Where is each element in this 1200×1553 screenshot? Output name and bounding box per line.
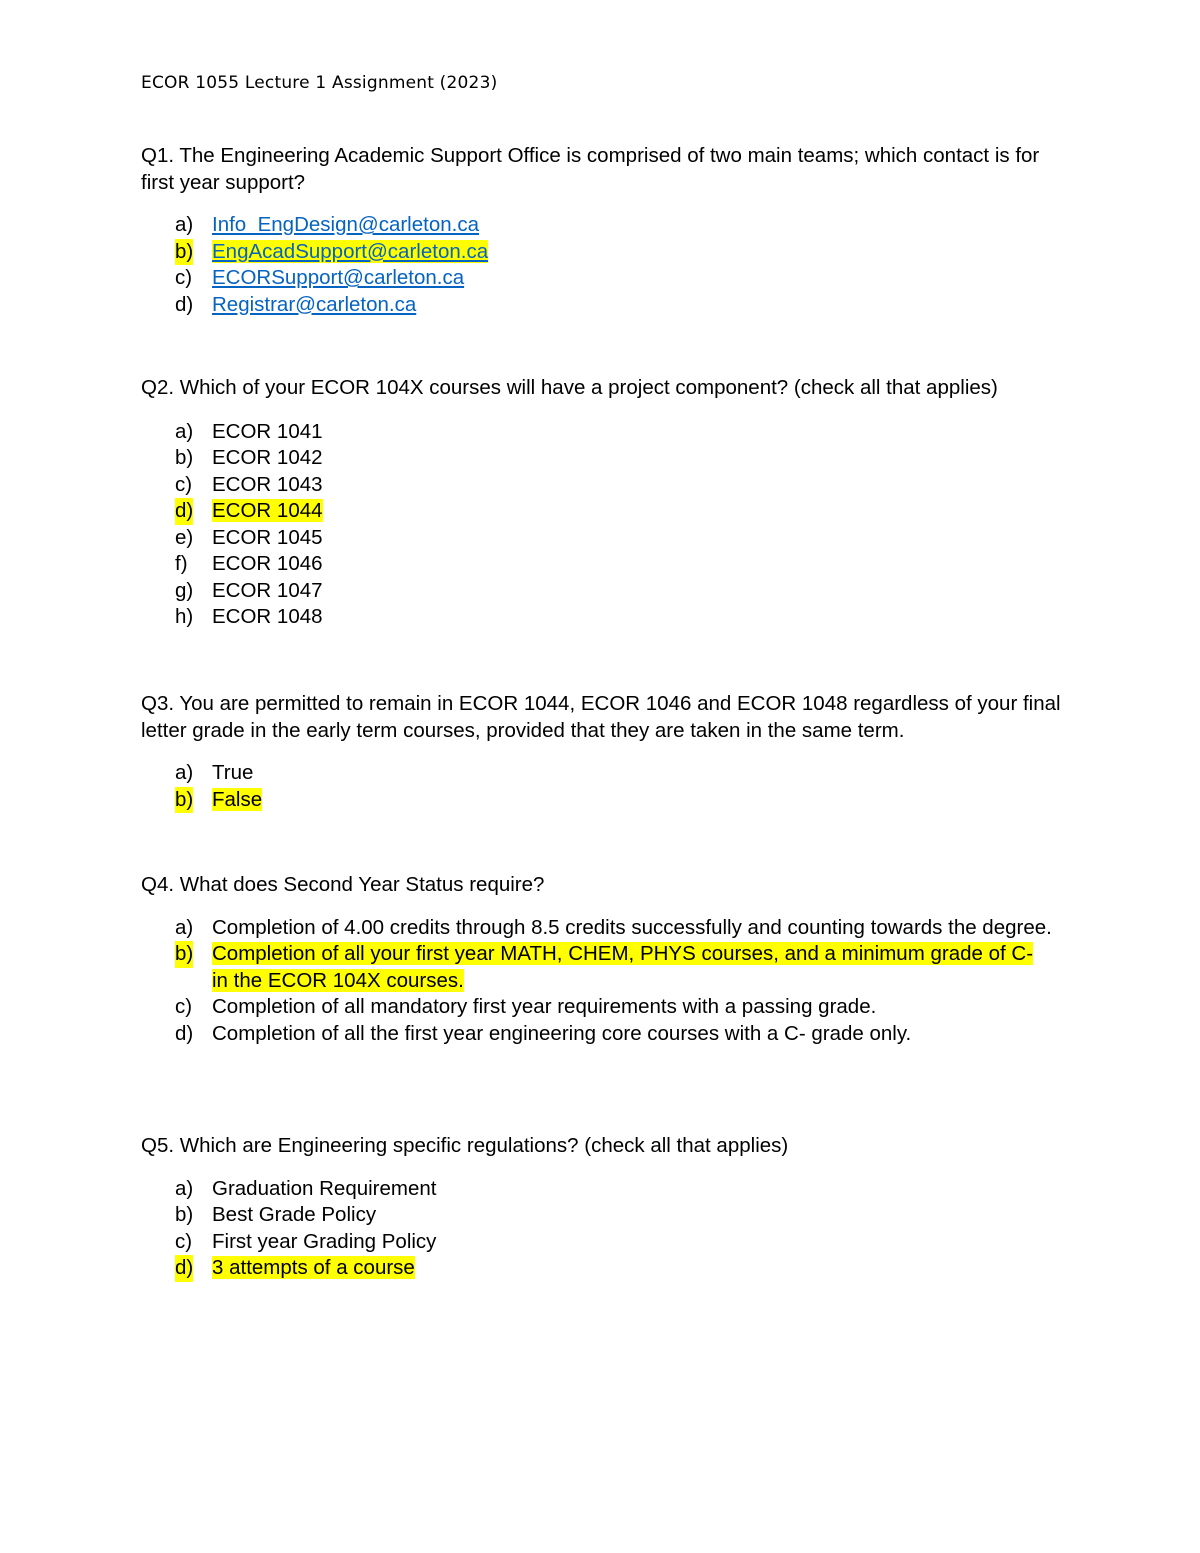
option-text: First year Grading Policy [212,1229,437,1253]
option-letter: c) [175,266,193,289]
option-2c [141,472,1054,499]
question-3-options [141,760,1071,813]
option-text: Graduation Requirement [212,1176,437,1200]
question-5-text: Q5. Which are Engineering specific regulations? (check all that applies) [141,1134,789,1157]
question-5-options [141,1176,1071,1282]
option-letter: g) [175,578,194,602]
option-2d [141,498,1054,525]
option-text: Completion of all the first year engineering core courses with a C- grade only. [212,1021,912,1045]
option-text: ECOR 1042 [212,446,323,469]
option-4a [141,915,1054,942]
option-text: ECOR 1045 [212,525,323,549]
option-2b [141,445,1054,472]
option-letter: f) [175,552,188,575]
option-4b [141,941,1054,994]
option-3a [141,760,1054,787]
option-letter: a) [175,419,194,443]
option-letter: b) [175,941,193,968]
question-2-text: Q2. Which of your ECOR 104X courses will have a project component? (check all that applies) [141,376,998,399]
question-2 [141,375,1071,631]
option-text: ECOR 1043 [212,472,323,496]
option-letter: c) [175,472,193,496]
option-letter: a) [175,915,194,939]
option-letter: b) [175,787,193,814]
option-text: ECOR 1047 [212,578,323,602]
question-3-text: Q3. You are permitted to remain in ECOR 1044, ECOR 1046 and ECOR 1048 regardless of your final letter grade in the early term courses, provided that they are taken in the same term. [141,692,1061,742]
option-4d [141,1021,1054,1048]
document-header: ECOR 1055 Lecture 1 Assignment (2023) [141,73,498,93]
question-4-options [141,915,1071,1048]
question-1-options [141,212,1071,318]
option-1b [141,239,1054,266]
option-1a [141,212,1054,239]
option-letter: a) [175,1176,194,1200]
option-letter: c) [175,995,193,1018]
option-3b [141,787,1054,814]
email-link-info-engdesign[interactable]: Info_EngDesign@carleton.ca [212,213,479,236]
question-4 [141,872,1071,1047]
question-2-options [141,419,1071,631]
option-5b [141,1202,1054,1229]
option-5c [141,1229,1054,1256]
option-letter: e) [175,525,194,549]
option-text: Completion of all your first year MATH, CHEM, PHYS courses, and a minimum grade of C- in the ECOR 104X courses. [212,942,1034,992]
option-letter: c) [175,1229,193,1253]
option-2f [141,551,1054,578]
question-3 [141,691,1071,813]
option-letter: d) [175,1255,193,1282]
option-letter: d) [175,292,194,316]
option-letter: b) [175,446,194,469]
option-5a [141,1176,1054,1203]
option-letter: b) [175,239,193,266]
email-link-ecorsupport[interactable]: ECORSupport@carleton.ca [212,266,465,289]
option-2a [141,419,1054,446]
option-text: True [212,761,254,784]
option-letter: d) [175,1021,194,1045]
option-2h [141,604,1054,631]
option-letter: a) [175,213,194,236]
option-text: 3 attempts of a course [212,1256,415,1279]
option-text: Completion of all mandatory first year requirements with a passing grade. [212,995,877,1018]
option-2e [141,525,1054,552]
option-text: ECOR 1044 [212,499,323,522]
option-text: Completion of 4.00 credits through 8.5 credits successfully and counting towards the degree. [212,915,1052,939]
option-text: ECOR 1046 [212,552,323,575]
question-1 [141,143,1071,318]
question-4-text: Q4. What does Second Year Status require? [141,873,545,896]
option-letter: h) [175,605,194,628]
option-text: ECOR 1048 [212,605,323,628]
option-1c [141,265,1054,292]
question-5 [141,1133,1071,1282]
option-4c [141,994,1054,1021]
option-letter: a) [175,761,194,784]
email-link-engacadsupport[interactable]: EngAcadSupport@carleton.ca [212,239,489,263]
question-1-text: Q1. The Engineering Academic Support Office is comprised of two main teams; which contact is for first year support? [141,144,1040,194]
option-letter: b) [175,1203,194,1226]
option-5d [141,1255,1054,1282]
email-link-registrar[interactable]: Registrar@carleton.ca [212,292,417,316]
option-text: False [212,787,263,811]
option-1d [141,292,1054,319]
option-2g [141,578,1054,605]
option-text: Best Grade Policy [212,1203,377,1226]
option-letter: d) [175,498,193,525]
option-text: ECOR 1041 [212,419,323,443]
